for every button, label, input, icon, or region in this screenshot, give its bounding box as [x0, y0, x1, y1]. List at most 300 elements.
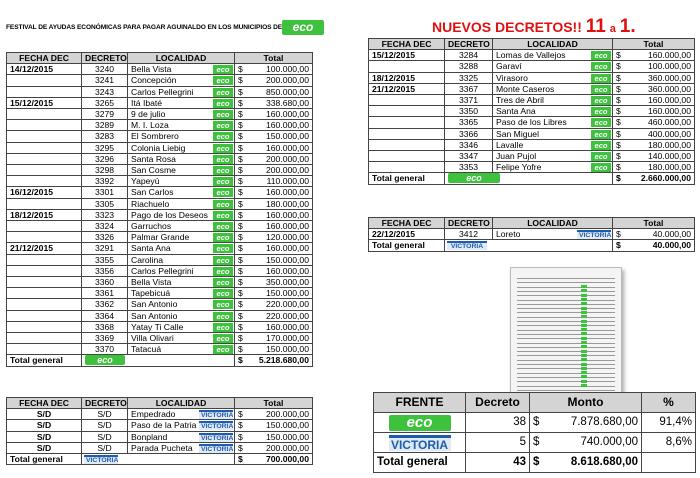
victoria-logo: VICTORIA — [201, 412, 234, 420]
cell-total: $ 160.000,00 — [235, 109, 313, 120]
localidad-name: Carlos Pellegrini — [131, 86, 194, 97]
col-frente: FRENTE — [374, 393, 466, 413]
total-general-label: Total general — [7, 454, 82, 465]
localidad-name: Santa Ana — [496, 106, 536, 117]
thumbnail-line — [517, 304, 615, 305]
eco-logo: eco — [389, 415, 451, 431]
eco-logo: eco — [213, 155, 233, 164]
cell-localidad — [493, 162, 613, 173]
cell-decreto: 3289 — [82, 120, 128, 131]
localidad-name: Paso de los Libres — [496, 117, 567, 128]
localidad-name: Monte Caseros — [496, 83, 555, 94]
table-row — [369, 83, 695, 94]
table-body — [7, 409, 313, 454]
victoria-logo: VICTORIA — [86, 457, 119, 465]
cell-decreto: 3323 — [82, 209, 128, 220]
eco-logo: eco — [213, 233, 233, 242]
col-total: Total — [235, 398, 313, 409]
cell-total: $ 150.000,00 — [235, 131, 313, 142]
cell-decreto: 3350 — [445, 106, 493, 117]
cell-localidad — [128, 232, 235, 243]
cell-decreto: 3305 — [82, 198, 128, 209]
summary-table — [373, 392, 696, 473]
cell-fecha: S/D — [7, 420, 82, 431]
summary-monto: $ 7.878.680,00 — [530, 413, 642, 433]
table-row — [7, 431, 313, 442]
eco-logo: eco — [213, 323, 233, 332]
eco-logo: eco — [591, 96, 611, 105]
spreadsheet-thumbnail — [510, 267, 622, 401]
localidad-name: Bella Vista — [131, 64, 172, 75]
table-row — [7, 409, 313, 420]
col-total: Total — [613, 39, 695, 50]
table-header-row — [7, 398, 313, 409]
cell-fecha: 15/12/2015 — [369, 50, 445, 61]
table-row — [7, 153, 313, 164]
table-row — [7, 310, 313, 321]
thumbnail-line — [517, 390, 615, 391]
cell-total: $ 220.000,00 — [235, 299, 313, 310]
frente-eco-cell — [374, 413, 466, 433]
cell-decreto: 3326 — [82, 232, 128, 243]
localidad-name: Tres de Abril — [496, 95, 544, 106]
summary-total-decreto: 43 — [466, 453, 530, 473]
cell-total: $ 160.000,00 — [235, 243, 313, 254]
cell-total: $ 40.000,00 — [613, 229, 695, 240]
eco-logo: eco — [213, 76, 233, 85]
table-row — [369, 229, 695, 240]
cell-localidad — [493, 117, 613, 128]
decretos-table-eco — [6, 52, 313, 367]
nuevos-count-b: 1. — [619, 16, 636, 37]
eco-logo: eco — [213, 99, 233, 108]
cell-decreto: 3356 — [82, 265, 128, 276]
thumbnail-eco-mark — [581, 311, 587, 314]
cell-decreto: 3361 — [82, 288, 128, 299]
cell-fecha — [7, 198, 82, 209]
thumbnail-line — [517, 330, 615, 331]
table-row — [7, 254, 313, 265]
cell-localidad — [493, 95, 613, 106]
cell-total: $ 360.000,00 — [613, 72, 695, 83]
cell-total: $ 160.000,00 — [235, 265, 313, 276]
cell-fecha — [369, 95, 445, 106]
localidad-name: Empedrado — [131, 409, 176, 420]
cell-total: $ 150.000,00 — [235, 420, 313, 431]
col-monto: Monto — [530, 393, 642, 413]
thumbnail-eco-mark — [581, 384, 587, 387]
table-row — [7, 333, 313, 344]
col-localidad: LOCALIDAD — [128, 53, 235, 64]
victoria-logo: VICTORIA — [389, 435, 451, 451]
col-localidad: LOCALIDAD — [493, 39, 613, 50]
localidad-name: Tapebicuá — [131, 288, 171, 299]
eco-logo: eco — [591, 141, 611, 150]
localidad-name: Carolina — [131, 254, 164, 265]
summary-decreto: 38 — [466, 413, 530, 433]
cell-fecha — [7, 109, 82, 120]
total-general-value: $ 5.218.680,00 — [235, 355, 313, 366]
total-general-label: Total general — [369, 240, 445, 251]
summary-total-label: Total general — [374, 453, 466, 473]
col-pct: % — [642, 393, 696, 413]
localidad-name: Garaví — [496, 61, 522, 72]
cell-decreto: S/D — [82, 431, 128, 442]
cell-decreto: 3301 — [82, 187, 128, 198]
decretos-table-victoria — [6, 397, 313, 465]
eco-logo: eco — [213, 121, 233, 130]
cell-localidad — [128, 310, 235, 321]
nuevos-joiner: a — [609, 23, 616, 35]
cell-total: $ 200.000,00 — [235, 75, 313, 86]
thumbnail-eco-mark — [581, 285, 587, 288]
thumbnail-line — [517, 347, 615, 348]
col-fecha: FECHA DEC — [7, 398, 82, 409]
nuevos-decretos-table — [368, 38, 695, 185]
table-row — [7, 299, 313, 310]
cell-total: $ 120.000,00 — [235, 232, 313, 243]
thumbnail-eco-mark — [581, 332, 587, 335]
localidad-name: Paso de la Patria — [131, 420, 197, 431]
localidad-name: San Carlos — [131, 187, 174, 198]
cell-decreto: 3291 — [82, 243, 128, 254]
cell-localidad — [128, 344, 235, 355]
eco-logo: eco — [213, 312, 233, 321]
thumbnail-eco-mark — [581, 307, 587, 310]
table-body — [369, 229, 695, 240]
col-decreto: Decreto — [466, 393, 530, 413]
eco-logo: eco — [213, 300, 233, 309]
thumbnail-line — [517, 355, 615, 356]
cell-localidad — [128, 97, 235, 108]
col-decreto: DECRETO — [82, 53, 128, 64]
cell-fecha — [7, 277, 82, 288]
cell-decreto: 3279 — [82, 109, 128, 120]
cell-localidad — [128, 198, 235, 209]
cell-fecha — [369, 61, 445, 72]
cell-localidad — [128, 420, 235, 431]
festival-title: FESTIVAL DE AYUDAS ECONÓMICAS PARA PAGAR AGUINALDO EN LOS MUNICIPIOS DE — [6, 24, 283, 31]
localidad-name: 9 de julio — [131, 109, 166, 120]
cell-total: $ 400.000,00 — [613, 128, 695, 139]
thumbnail-eco-mark — [581, 294, 587, 297]
eco-logo: eco — [213, 188, 233, 197]
cell-total: $ 160.000,00 — [235, 321, 313, 332]
cell-fecha: 14/12/2015 — [7, 64, 82, 75]
cell-total: $ 460.000,00 — [613, 117, 695, 128]
cell-decreto: S/D — [82, 442, 128, 453]
cell-decreto: 3353 — [445, 162, 493, 173]
eco-logo: eco — [591, 163, 611, 172]
cell-fecha: 21/12/2015 — [7, 243, 82, 254]
table-row — [7, 420, 313, 431]
cell-decreto: 3371 — [445, 95, 493, 106]
cell-decreto: 3347 — [445, 151, 493, 162]
summary-total-monto: $ 8.618.680,00 — [530, 453, 642, 473]
localidad-name: Colonia Liebig — [131, 142, 186, 153]
localidad-name: Yatay Ti Calle — [131, 321, 184, 332]
eco-logo: eco — [213, 177, 233, 186]
eco-logo: eco — [213, 256, 233, 265]
cell-localidad — [128, 120, 235, 131]
cell-localidad — [493, 83, 613, 94]
localidad-name: Pago de los Deseos — [131, 209, 208, 220]
cell-localidad — [493, 61, 613, 72]
cell-fecha — [7, 120, 82, 131]
cell-fecha: 16/12/2015 — [7, 187, 82, 198]
nuevos-count-a: 11 — [585, 16, 606, 37]
localidad-name: Bonpland — [131, 431, 168, 442]
thumbnail-line — [517, 287, 615, 288]
cell-fecha — [369, 106, 445, 117]
thumbnail-eco-mark — [581, 375, 587, 378]
cell-total: $ 180.000,00 — [613, 139, 695, 150]
table-row — [369, 61, 695, 72]
cell-fecha — [369, 162, 445, 173]
cell-decreto: 3325 — [445, 72, 493, 83]
table-row — [7, 64, 313, 75]
cell-total: $ 160.000,00 — [613, 106, 695, 117]
thumbnail-line — [517, 295, 615, 296]
cell-fecha — [7, 333, 82, 344]
summary-row-victoria — [374, 433, 696, 453]
thumbnail-eco-mark — [581, 298, 587, 301]
cell-localidad — [128, 86, 235, 97]
cell-localidad — [128, 221, 235, 232]
cell-fecha — [7, 310, 82, 321]
thumbnail-line — [517, 291, 615, 292]
total-general-value: $ 40.000,00 — [613, 240, 695, 251]
thumbnail-eco-mark — [581, 358, 587, 361]
thumbnail-eco-mark — [581, 337, 587, 340]
cell-fecha — [7, 221, 82, 232]
thumbnail-line — [517, 351, 615, 352]
thumbnail-eco-mark — [581, 371, 587, 374]
table-row — [7, 321, 313, 332]
cell-decreto: 3241 — [82, 75, 128, 86]
cell-fecha — [369, 128, 445, 139]
cell-fecha: 15/12/2015 — [7, 97, 82, 108]
cell-decreto: 3369 — [82, 333, 128, 344]
cell-fecha: 18/12/2015 — [7, 209, 82, 220]
thumbnail-line — [517, 338, 615, 339]
cell-total: $ 200.000,00 — [235, 165, 313, 176]
cell-localidad — [128, 176, 235, 187]
cell-total: $ 180.000,00 — [235, 198, 313, 209]
eco-logo: eco — [448, 173, 500, 183]
table-header-row — [7, 53, 313, 64]
table-row — [7, 187, 313, 198]
cell-fecha — [7, 86, 82, 97]
localidad-name: San Antonio — [131, 299, 178, 310]
cell-localidad — [493, 139, 613, 150]
localidad-name: Yapeyú — [131, 176, 160, 187]
thumbnail-eco-mark — [581, 363, 587, 366]
cell-decreto: 3370 — [82, 344, 128, 355]
table-row — [7, 142, 313, 153]
cell-localidad — [128, 165, 235, 176]
thumbnail-line — [517, 325, 615, 326]
summary-pct: 8,6% — [642, 433, 696, 453]
localidad-name: Garruchos — [131, 221, 172, 232]
table-row — [7, 86, 313, 97]
cell-fecha — [369, 139, 445, 150]
cell-total: $ 200.000,00 — [235, 153, 313, 164]
cell-decreto: 3365 — [445, 117, 493, 128]
localidad-name: Santa Ana — [131, 243, 171, 254]
cell-localidad — [128, 254, 235, 265]
localidad-name: Palmar Grande — [131, 232, 190, 243]
cell-decreto: 3243 — [82, 86, 128, 97]
cell-decreto: S/D — [82, 420, 128, 431]
cell-localidad — [128, 409, 235, 420]
table-row — [7, 288, 313, 299]
total-badge-cell — [445, 173, 613, 184]
thumbnail-line — [517, 364, 615, 365]
thumbnail-line — [517, 312, 615, 313]
cell-localidad — [128, 109, 235, 120]
table-row — [369, 128, 695, 139]
cell-total: $ 100.000,00 — [613, 61, 695, 72]
cell-localidad — [128, 299, 235, 310]
cell-localidad — [493, 72, 613, 83]
cell-total: $ 160.000,00 — [613, 95, 695, 106]
cell-decreto: 3240 — [82, 64, 128, 75]
table-row — [7, 176, 313, 187]
thumbnail-eco-mark — [581, 302, 587, 305]
eco-logo: eco — [213, 278, 233, 287]
victoria-logo: VICTORIA — [579, 232, 612, 240]
eco-logo: eco — [213, 345, 233, 354]
total-general-row — [7, 355, 313, 366]
localidad-name: Tatacuá — [131, 344, 162, 355]
summary-row-eco — [374, 413, 696, 433]
eco-logo: eco — [213, 144, 233, 153]
thumbnail-line — [517, 381, 615, 382]
cell-decreto: 3355 — [82, 254, 128, 265]
total-general-row — [369, 173, 695, 184]
cell-localidad — [128, 64, 235, 75]
eco-logo: eco — [213, 222, 233, 231]
col-localidad: LOCALIDAD — [128, 398, 235, 409]
total-general-row — [369, 240, 695, 251]
localidad-name: M. I. Loza — [131, 120, 169, 131]
cell-fecha — [7, 265, 82, 276]
cell-fecha — [7, 288, 82, 299]
cell-total: $ 150.000,00 — [235, 431, 313, 442]
thumbnail-eco-mark — [581, 350, 587, 353]
cell-decreto: 3288 — [445, 61, 493, 72]
cell-localidad — [128, 209, 235, 220]
cell-total: $ 150.000,00 — [235, 344, 313, 355]
col-fecha: FECHA DEC — [369, 218, 445, 229]
table-row — [7, 277, 313, 288]
cell-fecha — [369, 117, 445, 128]
table-row — [369, 106, 695, 117]
cell-decreto: 3367 — [445, 83, 493, 94]
cell-total: $ 160.000,00 — [235, 209, 313, 220]
eco-logo: eco — [591, 152, 611, 161]
cell-localidad — [128, 75, 235, 86]
cell-fecha — [7, 254, 82, 265]
cell-total: $ 160.000,00 — [235, 120, 313, 131]
cell-fecha: 21/12/2015 — [369, 83, 445, 94]
cell-decreto: 3362 — [82, 299, 128, 310]
eco-logo: eco — [591, 107, 611, 116]
table-row — [369, 139, 695, 150]
total-general-label: Total general — [7, 355, 82, 366]
cell-localidad — [493, 128, 613, 139]
total-badge-cell — [82, 355, 235, 366]
localidad-name: Itá Ibaté — [131, 97, 163, 108]
cell-localidad — [493, 50, 613, 61]
thumbnail-eco-mark — [581, 320, 587, 323]
cell-total: $ 150.000,00 — [235, 288, 313, 299]
cell-localidad — [128, 333, 235, 344]
nuevos-decretos-title — [432, 16, 636, 38]
table-header-row — [369, 218, 695, 229]
localidad-name: Carlos Pellegrini — [131, 265, 194, 276]
cell-fecha — [7, 75, 82, 86]
thumbnail-line — [517, 360, 615, 361]
cell-decreto: S/D — [82, 409, 128, 420]
eco-logo: eco — [591, 74, 611, 83]
cell-localidad — [493, 151, 613, 162]
summary-monto: $ 740.000,00 — [530, 433, 642, 453]
total-general-value: $ 700.000,00 — [235, 454, 313, 465]
eco-logo: eco — [591, 51, 611, 60]
thumbnail-line — [517, 300, 615, 301]
thumbnail-eco-mark — [581, 324, 587, 327]
thumbnail-eco-mark — [581, 315, 587, 318]
cell-fecha — [7, 232, 82, 243]
cell-total: $ 100.000,00 — [235, 64, 313, 75]
cell-decreto: 3364 — [82, 310, 128, 321]
eco-logo: eco — [591, 118, 611, 127]
thumbnail-line — [517, 368, 615, 369]
thumbnail-eco-mark — [581, 367, 587, 370]
cell-total: $ 338.680,00 — [235, 97, 313, 108]
cell-localidad — [128, 288, 235, 299]
eco-logo: eco — [591, 85, 611, 94]
cell-fecha — [7, 153, 82, 164]
thumbnail-line — [517, 343, 615, 344]
col-total: Total — [235, 53, 313, 64]
table-row — [369, 162, 695, 173]
thumbnail-line — [517, 308, 615, 309]
eco-logo: eco — [213, 267, 233, 276]
localidad-name: Loreto — [496, 229, 521, 240]
cell-total: $ 150.000,00 — [235, 254, 313, 265]
cell-fecha: 18/12/2015 — [369, 72, 445, 83]
eco-logo: eco — [213, 132, 233, 141]
cell-fecha — [369, 151, 445, 162]
eco-logo: eco — [213, 334, 233, 343]
thumbnail-line — [517, 373, 615, 374]
cell-decreto: 3283 — [82, 131, 128, 142]
table-header-row — [369, 39, 695, 50]
col-decreto: DECRETO — [445, 218, 493, 229]
cell-total: $ 200.000,00 — [235, 409, 313, 420]
thumbnail-eco-mark — [581, 341, 587, 344]
table-row — [369, 117, 695, 128]
table-row — [7, 243, 313, 254]
thumbnail-eco-mark — [581, 328, 587, 331]
cell-total: $ 160.000,00 — [613, 50, 695, 61]
eco-logo: eco — [213, 244, 233, 253]
table-row — [7, 131, 313, 142]
cell-total: $ 180.000,00 — [613, 162, 695, 173]
